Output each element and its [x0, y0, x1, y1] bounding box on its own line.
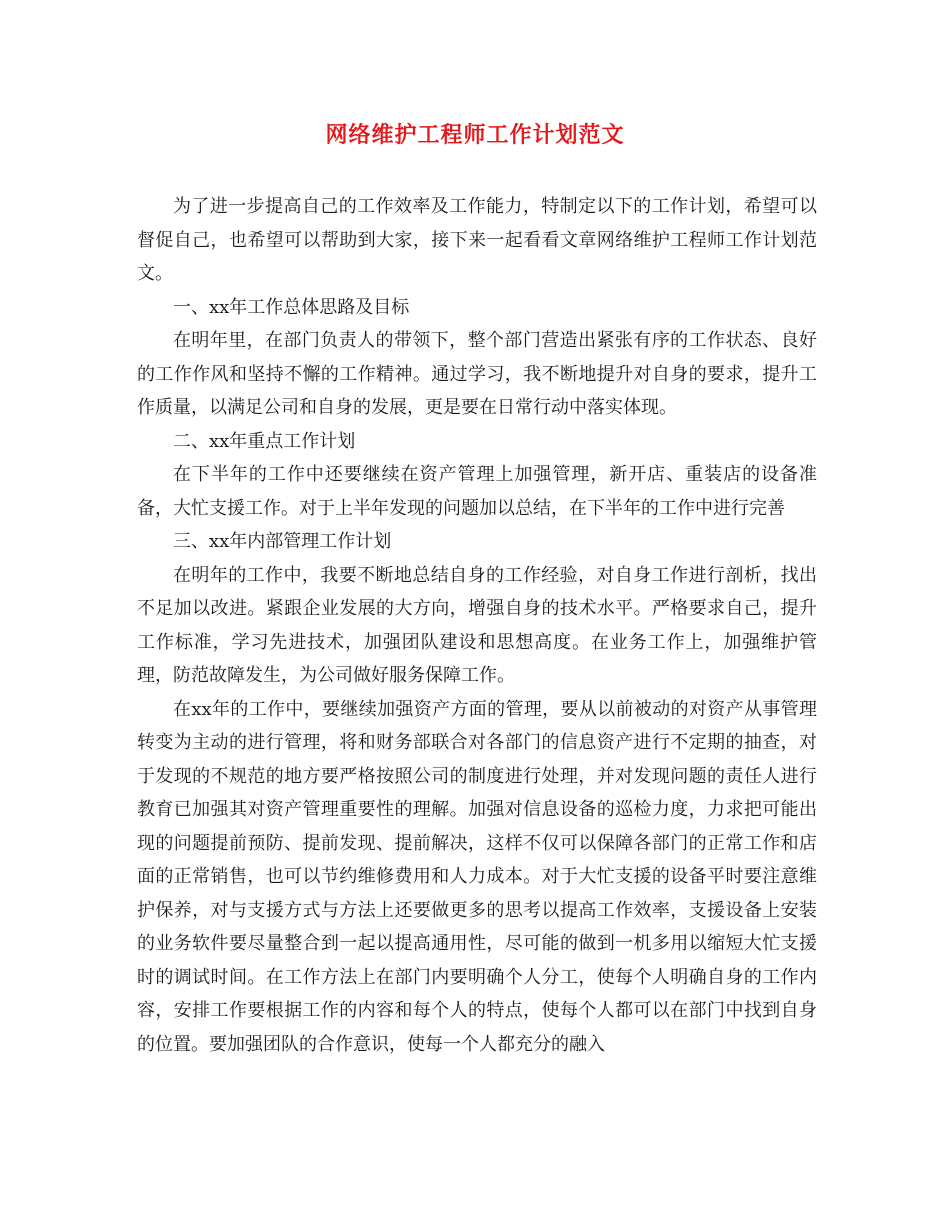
section-3-paragraph-2: 在xx年的工作中，要继续加强资产方面的管理，要从以前被动的对资产从事管理转变为主动的进行管理，将和财务部联合对各部门的信息资产进行不定期的抽查，对于发现的不规范的地方要严格按照公司的制度进行处理，并对发现问题的责任人进行教育已加强其对资产管理重要性的理解。加强对信息设备的巡检力度，力求把可能出现的问题提前预防、提前发现、提前解决，这样不仅可以保障各部门的正常工作和店面的正常销售，也可以节约维修费用和人力成本。对于大忙支援的设备平时要注意维护保养，对与支援方式与方法上还要做更多的思考以提高工作效率，支援设备上安装的业务软件要尽量整合到一起以提高通用性，尽可能的做到一机多用以缩短大忙支援时的调试时间。在工作方法上在部门内要明确个人分工，使每个人明确自身的工作内容，安排工作要根据工作的内容和每个人的特点，使每个人都可以在部门中找到自身的位置。要加强团队的合作意识，使每一个人都充分的融入: [137, 698, 817, 1055]
document-body: [137, 190, 817, 1061]
section-1-paragraph: 在明年里，在部门负责人的带领下，整个部门营造出紧张有序的工作状态、良好的工作作风和坚持不懈的工作精神。通过学习，我不断地提升对自身的要求，提升工作质量，以满足公司和自身的发展，更是要在日常行动中落实体现。: [137, 330, 817, 418]
section-2-paragraph: 在下半年的工作中还要继续在资产管理上加强管理，新开店、重装店的设备准备，大忙支援工作。对于上半年发现的问题加以总结，在下半年的工作中进行完善: [137, 464, 817, 519]
section-heading-3: 三、xx年内部管理工作计划: [173, 531, 392, 552]
section-heading-1: 一、xx年工作总体思路及目标: [173, 296, 410, 318]
document-title: 网络维护工程师工作计划范文: [325, 122, 625, 148]
section-3-paragraph-1: 在明年的工作中，我要不断地总结自身的工作经验，对自身工作进行剖析，找出不足加以改进。紧跟企业发展的大方向，增强自身的技术水平。严格要求自己，提升工作标准，学习先进技术，加强团队建设和思想高度。在业务工作上，加强维护管理，防范故障发生，为公司做好服务保障工作。: [137, 564, 817, 686]
section-heading-2: 二、xx年重点工作计划: [173, 430, 356, 452]
intro-paragraph: 为了进一步提高自己的工作效率及工作能力，特制定以下的工作计划，希望可以督促自己，也希望可以帮助到大家，接下来一起看看文章网络维护工程师工作计划范文。: [137, 196, 817, 284]
